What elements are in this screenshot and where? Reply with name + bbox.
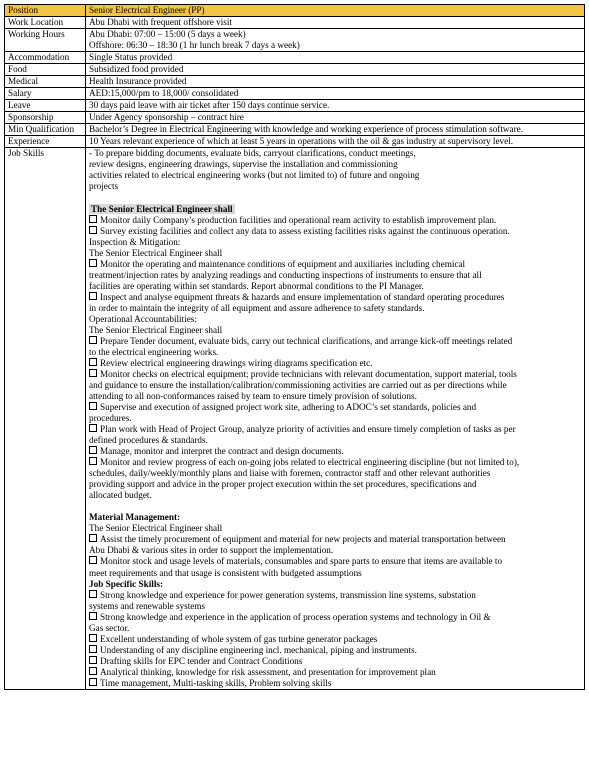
row-value-cell (86, 29, 585, 52)
table-row (5, 136, 585, 148)
row-value-cell (86, 112, 585, 124)
item-text: Monitor the operating and maintenance conditions of equipment and auxiliaries including chemical (100, 258, 466, 269)
text-line (89, 380, 581, 391)
item-text: Survey existing facilities and collect any data to assess existing facilities risks against the continuous operation. (100, 225, 510, 236)
intro-line: activities related to electrical engineering works (but not limited to) of future and ongoing (89, 170, 420, 181)
text-line (89, 435, 581, 446)
bullet-item (89, 678, 581, 689)
item-text: attending to all non-conformances raised by team to ensure timely provision of solutions. (89, 391, 417, 402)
row-label-cell (5, 88, 86, 100)
text-line (89, 314, 581, 325)
row-label: Sponsorship (8, 112, 54, 123)
checkbox-bullet-icon (89, 556, 97, 564)
row-label-cell (5, 100, 86, 112)
checkbox-bullet-icon (89, 215, 97, 223)
row-label: Accommodation (8, 52, 70, 63)
text-line (89, 545, 581, 556)
specific-skills-heading: Job Specific Skills: (89, 578, 164, 589)
row-value-line: Abu Dhabi: 07:00 – 15:00 (5 days a week) (89, 29, 246, 40)
checkbox-bullet-icon (89, 292, 97, 300)
row-label-cell (5, 76, 86, 88)
bullet-item (89, 656, 581, 667)
row-value: Abu Dhabi with frequent offshore visit (89, 17, 232, 28)
row-label: Salary (8, 88, 32, 99)
item-text: allocated budget. (89, 490, 152, 501)
table-row (5, 17, 585, 29)
bullet-item (89, 226, 581, 237)
row-value: Health Insurance provided (89, 76, 187, 87)
row-label-cell (5, 64, 86, 76)
row-label: Min Qualification (8, 124, 75, 135)
row-value: Under Agency sponsorship – contract hire (89, 112, 244, 123)
bullet-item (89, 215, 581, 226)
row-value: Senior Electrical Engineer (PP) (89, 5, 205, 15)
text-line (89, 568, 581, 579)
row-value-cell (86, 88, 585, 100)
item-text: Monitor daily Company’s production facilities and operational ream activity to establish improvement plan. (100, 214, 497, 225)
row-label: Job Skills (8, 148, 44, 159)
bullet-item (89, 645, 581, 656)
checkbox-bullet-icon (89, 534, 97, 542)
row-label-cell (5, 124, 86, 136)
item-text: Strong knowledge and experience for power generation systems, transmission line systems, substation (100, 589, 476, 600)
checkbox-bullet-icon (89, 402, 97, 410)
text-line (89, 248, 581, 259)
checkbox-bullet-icon (89, 457, 97, 465)
item-text: The Senior Electrical Engineer shall (89, 324, 223, 335)
item-text: Prepare Tender document, evaluate bids, carry out technical clarifications, and arrange kick-off meetings related (100, 335, 513, 346)
bullet-item (89, 634, 581, 645)
row-label-cell (5, 52, 86, 64)
bullet-item (89, 556, 581, 567)
checkbox-bullet-icon (89, 369, 97, 377)
row-value: 10 Years relevant experience of which at least 5 years in operations with the oil & gas industry at supervisory level. (89, 136, 514, 147)
checkbox-bullet-icon (89, 590, 97, 598)
table-row (5, 112, 585, 124)
item-text: Inspection & Mitigation: (89, 236, 181, 247)
bullet-item (89, 369, 581, 380)
row-value: Subsidized food provided (89, 64, 184, 75)
table-row (5, 76, 585, 88)
text-line (89, 413, 581, 424)
section-heading-wrap (89, 204, 581, 215)
bullet-item (89, 402, 581, 413)
item-text: Excellent understanding of whole system of gas turbine generator packages (100, 633, 378, 644)
row-value: 30 days paid leave with air ticket after 150 days continue service. (89, 100, 330, 111)
item-text: treatment/injection rates by analyzing readings and conducting inspections of instruments to ensure that all (89, 269, 482, 280)
item-text: systems and renewable systems (89, 600, 206, 611)
item-text: Drafting skills for EPC tender and Contract Conditions (100, 655, 303, 666)
checkbox-bullet-icon (89, 678, 97, 686)
text-line (89, 303, 581, 314)
row-label-cell (5, 29, 86, 52)
checkbox-bullet-icon (89, 259, 97, 267)
text-line (89, 601, 581, 612)
item-text: defined procedures & standards. (89, 435, 208, 446)
bullet-item (89, 292, 581, 303)
item-text: Manage, monitor and interpret the contract and design documents. (100, 446, 344, 457)
row-label: Food (8, 64, 27, 75)
row-value-cell (86, 5, 585, 17)
row-value-cell (86, 52, 585, 64)
item-text: Inspect and analyse equipment threats & hazards and ensure implementation of standard operating procedures (100, 291, 505, 302)
item-text: Strong knowledge and experience in the application of process operation systems and technology in Oil & (100, 611, 491, 622)
row-value-cell (86, 76, 585, 88)
row-label-cell (5, 148, 86, 689)
checkbox-bullet-icon (89, 612, 97, 620)
bullet-item (89, 590, 581, 601)
item-text: Supervise and execution of assigned project work site, adhering to ADOC’s set standards, policies and (100, 402, 477, 413)
row-value-cell (86, 17, 585, 29)
checkbox-bullet-icon (89, 656, 97, 664)
row-label: Experience (8, 136, 50, 147)
bullet-item (89, 534, 581, 545)
row-label: Medical (8, 76, 39, 87)
bullet-item (89, 336, 581, 347)
item-text: Analytical thinking, knowledge for risk assessment, and presentation for improvement plan (100, 666, 436, 677)
table-row (5, 52, 585, 64)
row-value-cell (86, 124, 585, 136)
bullet-item (89, 446, 581, 457)
job-skills-cell (86, 148, 585, 689)
table-row (5, 148, 585, 689)
table-row (5, 88, 585, 100)
item-text: Monitor and review progress of each on-going jobs related to electrical engineering discipline (but not limited to), (100, 457, 520, 468)
bullet-item (89, 457, 581, 468)
item-text: Abu Dhabi & various sites in order to support the implementation. (89, 545, 334, 556)
intro-line: projects (89, 181, 119, 192)
row-value-cell (86, 100, 585, 112)
row-label-cell (5, 112, 86, 124)
row-value-line: Offshore: 06:30 – 18:30 (1 hr lunch break 7 days a week) (89, 40, 300, 51)
item-text: Understanding of any discipline engineering incl. mechanical, piping and instruments. (100, 644, 417, 655)
checkbox-bullet-icon (89, 336, 97, 344)
row-label-cell (5, 136, 86, 148)
item-text: Plan work with Head of Project Group, analyze priority of activities and ensure timely completion of tasks as per (100, 424, 516, 435)
checkbox-bullet-icon (89, 645, 97, 653)
item-text: The Senior Electrical Engineer shall (89, 247, 223, 258)
table-body (5, 5, 585, 690)
text-line (89, 391, 581, 402)
text-line (89, 347, 581, 358)
item-text: Operational Accountabilities: (89, 313, 197, 324)
section-heading: The Senior Electrical Engineer shall (91, 203, 233, 214)
spacer (89, 501, 581, 512)
row-label-cell (5, 5, 86, 17)
text-line (89, 623, 581, 634)
intro-line: review designs, engineering drawings, supervise the installation and commissioning (89, 159, 398, 170)
item-text: in order to maintain the integrity of all equipment and assure adherence to safety standards. (89, 302, 425, 313)
spacer (89, 193, 581, 204)
item-text: procedures. (89, 413, 132, 424)
bullet-item (89, 612, 581, 623)
row-label: Leave (8, 100, 31, 111)
material-heading: Material Management: (89, 512, 181, 523)
row-value-cell (86, 64, 585, 76)
checkbox-bullet-icon (89, 226, 97, 234)
table-row (5, 29, 585, 52)
intro-line: - To prepare bidding documents, evaluate bids, carryout clarifications, conduct meetings, (89, 148, 416, 159)
text-line (89, 237, 581, 248)
text-line (89, 325, 581, 336)
table-row (5, 5, 585, 17)
row-label: Working Hours (8, 29, 65, 40)
item-text: Assist the timely procurement of equipment and material for new projects and material transportation between (100, 534, 506, 545)
item-text: to the electrical engineering works. (89, 346, 219, 357)
text-line (89, 281, 581, 292)
text-line (89, 490, 581, 501)
checkbox-bullet-icon (89, 446, 97, 454)
item-text: schedules, daily/weekly/monthly plans and liaise with foremen, contractor staff and other relevant authorities (89, 468, 491, 479)
item-text: Gas sector. (89, 622, 130, 633)
item-text: Time management, Multi-tasking skills, Problem solving skills (100, 677, 332, 688)
table-row (5, 124, 585, 136)
row-value: AED:15,000/pm to 18,000/ consolidated (89, 88, 239, 99)
table-row (5, 64, 585, 76)
item-text: Review electrical engineering drawings wiring diagrams specification etc. (100, 357, 373, 368)
job-description-table (4, 4, 585, 690)
row-label-cell (5, 17, 86, 29)
bullet-item (89, 667, 581, 678)
text-line (89, 468, 581, 479)
item-text: meet requirements and that usage is consistent with budgeted assumptions (89, 567, 362, 578)
item-text: Monitor stock and usage levels of materials, consumables and spare parts to ensure that items are available to (100, 556, 503, 567)
bullet-item (89, 259, 581, 270)
row-label: Position (8, 5, 39, 15)
row-value: Bachelor’s Degree in Electrical Engineering with knowledge and working experience of process stimulation software. (89, 124, 524, 135)
checkbox-bullet-icon (89, 634, 97, 642)
text-line (89, 523, 581, 534)
bullet-item (89, 424, 581, 435)
item-text: providing support and advice in the proper project execution within the set procedures, specifications and (89, 479, 477, 490)
item-text: The Senior Electrical Engineer shall (89, 523, 223, 534)
row-value-cell (86, 136, 585, 148)
row-value: Single Status provided (89, 52, 173, 63)
bullet-item (89, 358, 581, 369)
checkbox-bullet-icon (89, 424, 97, 432)
checkbox-bullet-icon (89, 667, 97, 675)
item-text: facilities are operating within set standards. Report abnormal conditions to the PI Manager. (89, 280, 424, 291)
table-row (5, 100, 585, 112)
text-line (89, 479, 581, 490)
row-label: Work Location (8, 17, 64, 28)
item-text: and guidance to ensure the installation/calibration/commissioning activities are carried out as per directions while (89, 380, 507, 390)
item-text: Monitor checks on electrical equipment; provide technicians with relevant documentation, support material, tools (100, 368, 517, 379)
text-line (89, 270, 581, 281)
checkbox-bullet-icon (89, 358, 97, 366)
